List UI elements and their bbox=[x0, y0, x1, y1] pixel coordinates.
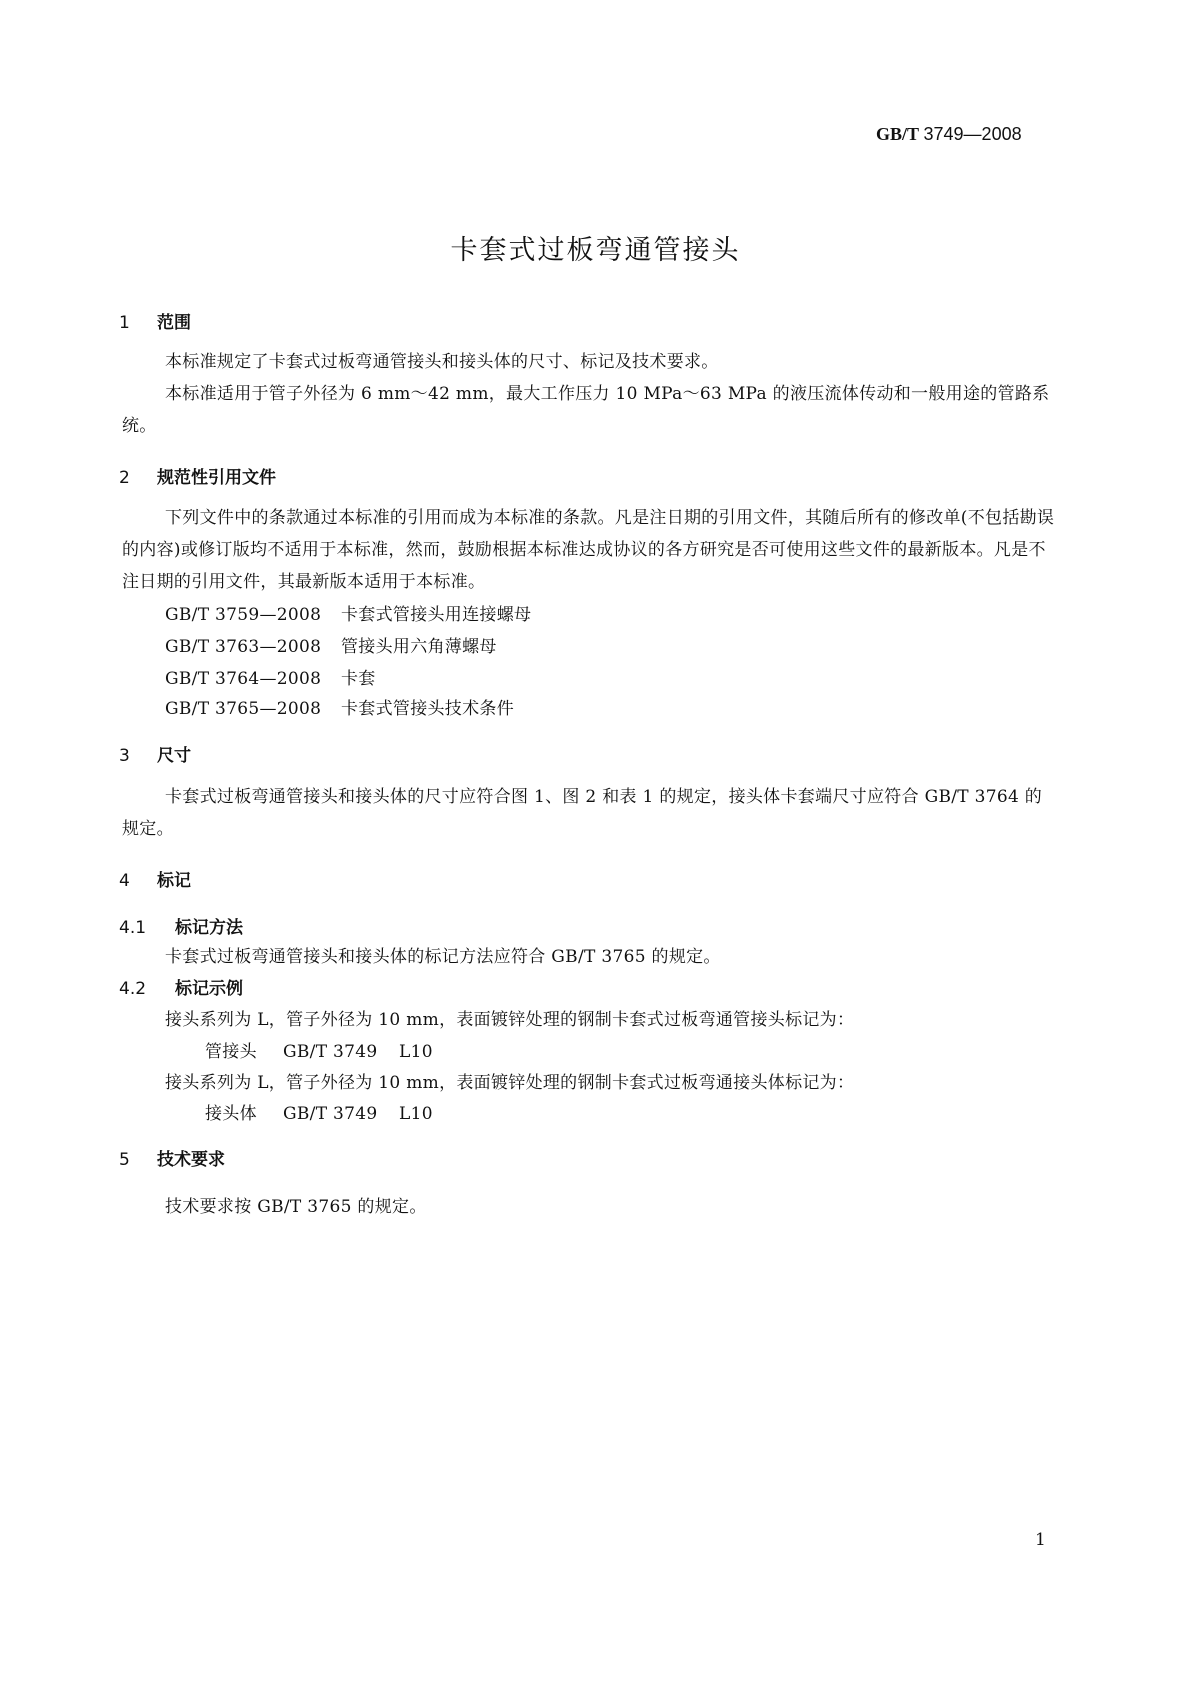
marking-example bbox=[205, 1037, 433, 1062]
section-number: 4.1 bbox=[119, 918, 147, 938]
section-5-heading bbox=[119, 1145, 225, 1170]
section-title: 标记示例 bbox=[175, 979, 243, 999]
marking-code: GB/T 3749 bbox=[283, 1042, 378, 1062]
section-number: 5 bbox=[119, 1150, 130, 1170]
reference-item bbox=[165, 694, 514, 719]
section-2-heading bbox=[119, 463, 276, 488]
standard-prefix: GB/T bbox=[876, 124, 920, 144]
section-title: 技术要求 bbox=[157, 1150, 225, 1170]
section-number: 3 bbox=[119, 746, 130, 766]
marking-code: GB/T 3749 bbox=[283, 1104, 378, 1124]
standard-number: 3749—2008 bbox=[923, 124, 1022, 144]
page-number: 1 bbox=[1035, 1530, 1046, 1550]
reference-code: GB/T 3765—2008 bbox=[165, 699, 322, 719]
marking-example-description: 接头系列为 L，管子外径为 10 mm，表面镀锌处理的钢制卡套式过板弯通接头体标记为： bbox=[165, 1073, 855, 1093]
section-number: 4.2 bbox=[119, 979, 147, 999]
reference-item bbox=[165, 664, 376, 689]
marking-example-description: 接头系列为 L，管子外径为 10 mm，表面镀锌处理的钢制卡套式过板弯通管接头标记为： bbox=[165, 1010, 855, 1030]
reference-title: 卡套 bbox=[341, 669, 376, 689]
reference-code: GB/T 3763—2008 bbox=[165, 637, 322, 657]
reference-code: GB/T 3764—2008 bbox=[165, 669, 322, 689]
reference-title: 卡套式管接头技术条件 bbox=[341, 699, 514, 719]
marking-value: L10 bbox=[399, 1042, 433, 1062]
section-1-paragraph-1: 本标准规定了卡套式过板弯通管接头和接头体的尺寸、标记及技术要求。 bbox=[165, 352, 719, 372]
section-2-paragraph: 下列文件中的条款通过本标准的引用而成为本标准的条款。凡是注日期的引用文件，其随后所有的修改单(不包括勘误的内容)或修订版均不适用于本标准，然而，鼓励根据本标准达成协议的各方研究是否可使用这些文件的最新版本。凡是不注日期的引用文件，其最新版本适用于本标准。 bbox=[122, 508, 1055, 592]
section-title: 标记 bbox=[157, 871, 191, 891]
marking-name: 管接头 bbox=[205, 1042, 257, 1062]
section-3-heading bbox=[119, 741, 191, 766]
section-number: 2 bbox=[119, 468, 130, 488]
section-1-heading bbox=[119, 308, 191, 333]
section-title: 规范性引用文件 bbox=[157, 468, 276, 488]
section-4-heading bbox=[119, 866, 191, 891]
marking-name: 接头体 bbox=[205, 1104, 257, 1124]
section-number: 1 bbox=[119, 313, 130, 333]
standard-code bbox=[876, 124, 1022, 145]
section-4-2-heading bbox=[119, 974, 243, 999]
section-title: 标记方法 bbox=[175, 918, 243, 938]
reference-code: GB/T 3759—2008 bbox=[165, 605, 322, 625]
section-4-1-paragraph: 卡套式过板弯通管接头和接头体的标记方法应符合 GB/T 3765 的规定。 bbox=[165, 947, 721, 967]
section-3-paragraph: 卡套式过板弯通管接头和接头体的尺寸应符合图 1、图 2 和表 1 的规定，接头体卡套端尺寸应符合 GB/T 3764 的规定。 bbox=[122, 787, 1043, 839]
reference-item bbox=[165, 632, 497, 657]
section-number: 4 bbox=[119, 871, 130, 891]
reference-title: 管接头用六角薄螺母 bbox=[341, 637, 497, 657]
section-title: 范围 bbox=[157, 313, 191, 333]
section-4-1-heading bbox=[119, 913, 243, 938]
marking-example bbox=[205, 1099, 433, 1124]
reference-item bbox=[165, 600, 531, 625]
marking-value: L10 bbox=[399, 1104, 433, 1124]
document-title: 卡套式过板弯通管接头 bbox=[450, 235, 741, 266]
section-1-paragraph-2: 本标准适用于管子外径为 6 mm～42 mm，最大工作压力 10 MPa～63 MPa 的液压流体传动和一般用途的管路系统。 bbox=[122, 384, 1050, 436]
reference-title: 卡套式管接头用连接螺母 bbox=[341, 605, 532, 625]
section-title: 尺寸 bbox=[157, 746, 191, 766]
section-5-paragraph: 技术要求按 GB/T 3765 的规定。 bbox=[165, 1197, 427, 1217]
